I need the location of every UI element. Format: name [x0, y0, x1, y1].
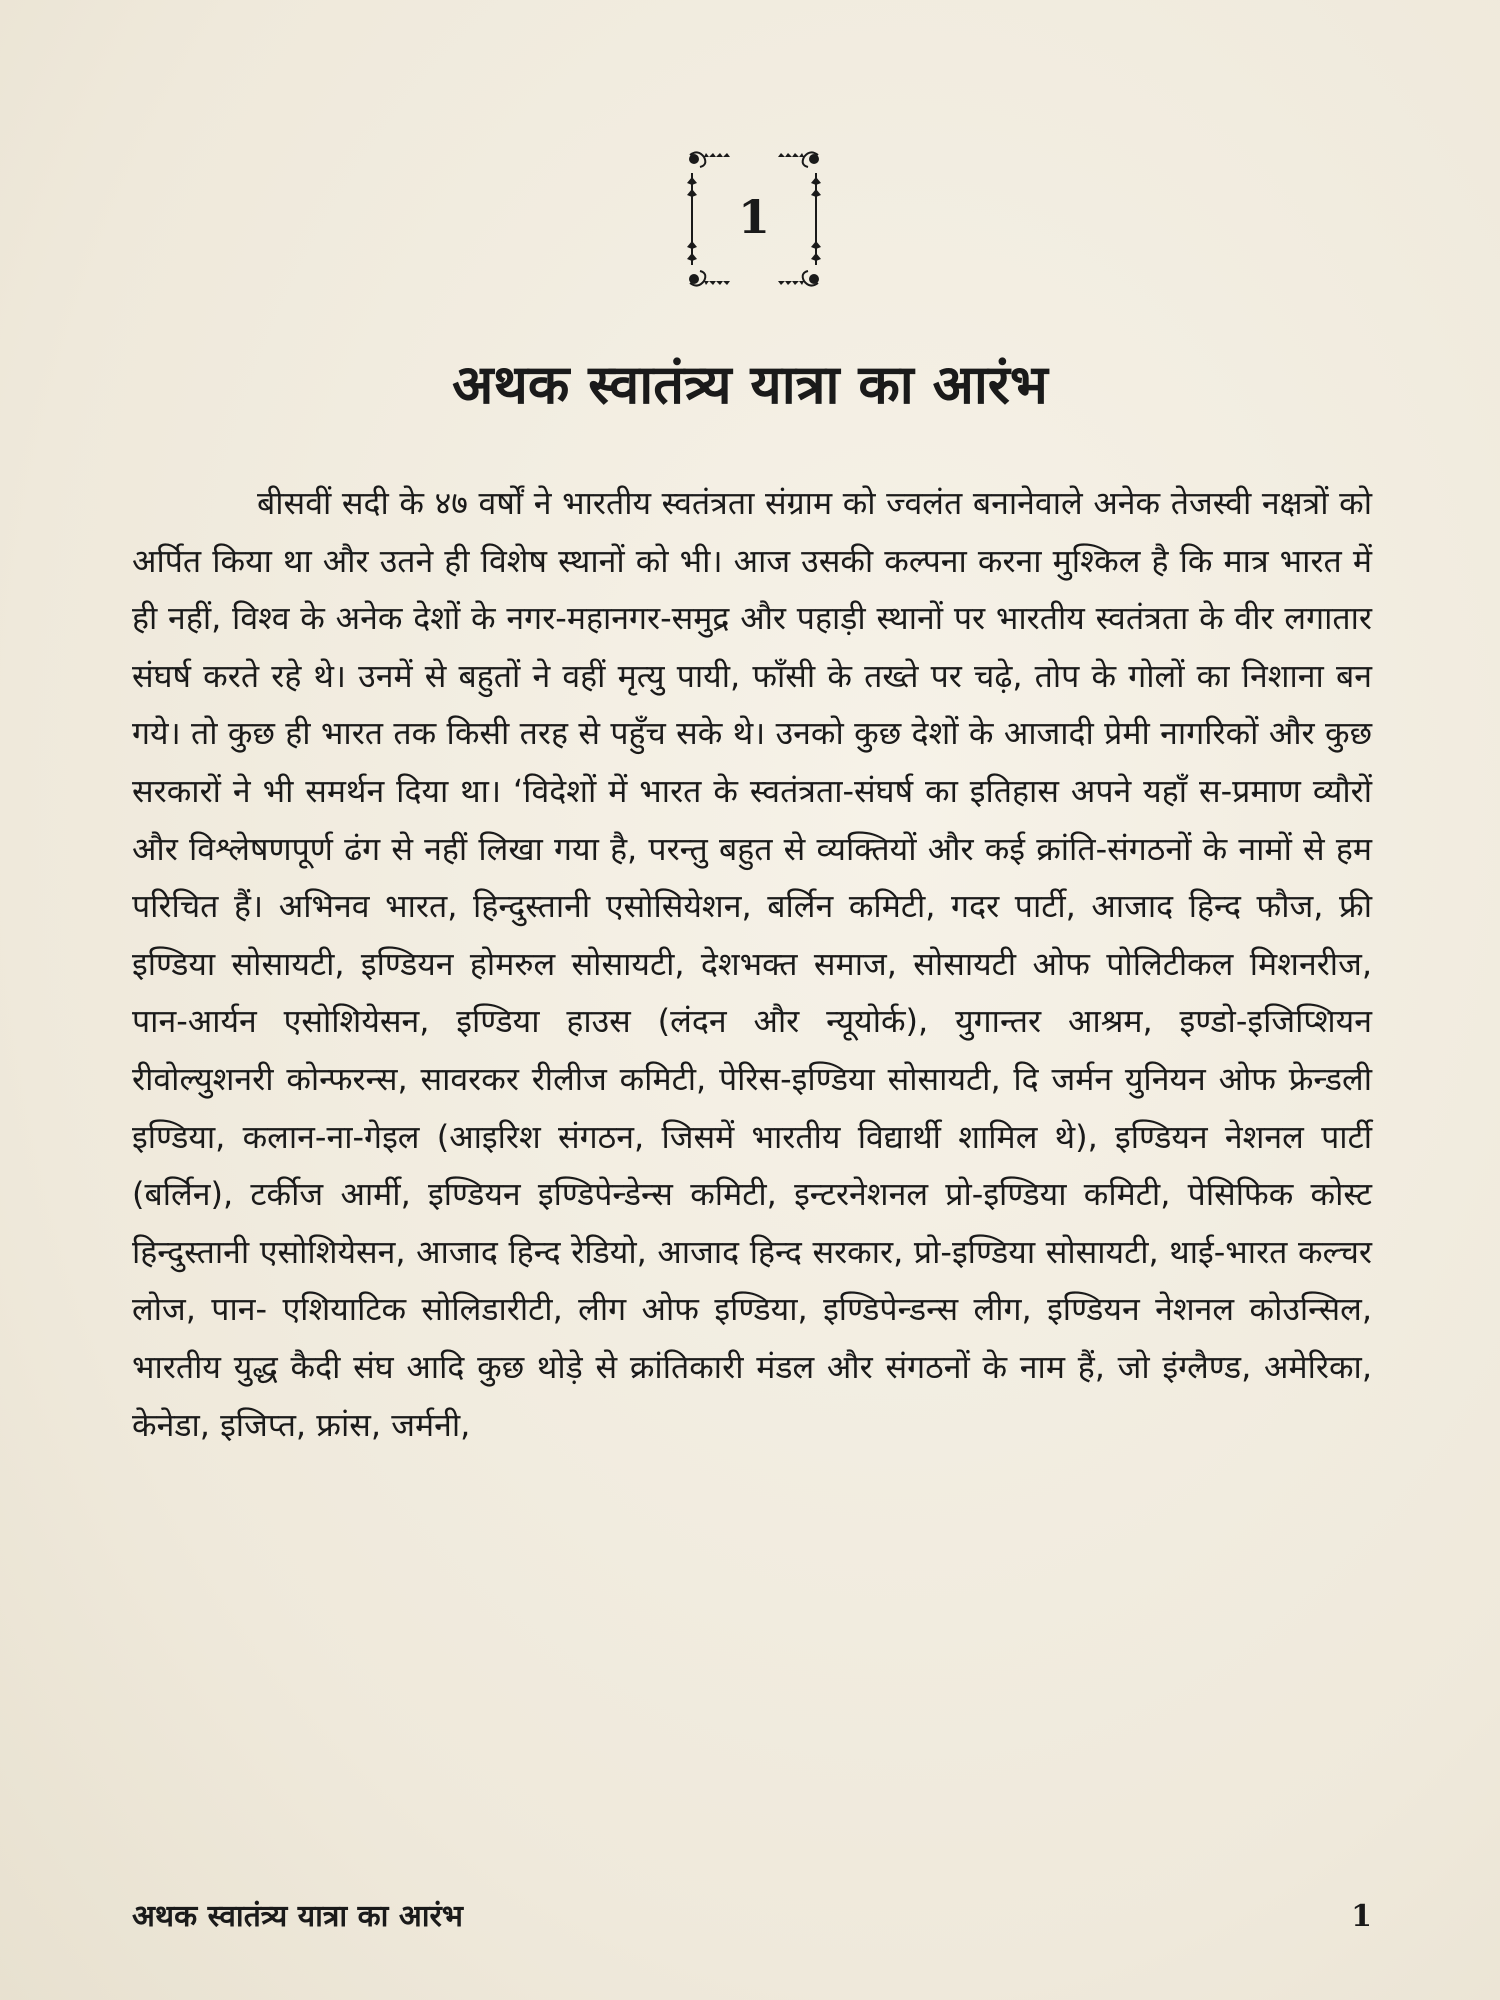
page-number: 1	[1351, 1899, 1372, 1934]
page-footer	[132, 1895, 1372, 1939]
running-title: अथक स्वातंत्र्य यात्रा का आरंभ	[132, 1899, 463, 1934]
chapter-title: अथक स्वातंत्र्य यात्रा का आरंभ	[452, 353, 1048, 416]
chapter-number: 1	[737, 190, 770, 244]
chapter-ornament	[680, 145, 828, 293]
body-paragraph: बीसवीं सदी के ४७ वर्षों ने भारतीय स्वतंत्रता संग्राम को ज्वलंत बनानेवाले अनेक तेजस्वी नक्षत्रों को अर्पित किया था और उतने ही विशेष स्थानों को भी। आज उसकी कल्पना करना मुश्किल है कि मात्र भारत में ही नहीं, विश्व के अनेक देशों के नगर-महानगर-समुद्र और पहाड़ी स्थानों पर भारतीय स्वतंत्रता के वीर लगातार संघर्ष करते रहे थे। उनमें से बहुतों ने वहीं मृत्यु पायी, फाँसी के तख्ते पर चढ़े, तोप के गोलों का निशाना बन गये। तो कुछ ही भारत तक किसी तरह से पहुँच सके थे। उनको कुछ देशों के आजादी प्रेमी नागरिकों और कुछ सरकारों ने भी समर्थन दिया था। ‘विदेशों में भारत के स्वतंत्रता-संघर्ष का इतिहास अपने यहाँ स-प्रमाण व्यौरों और विश्लेषणपूर्ण ढंग से नहीं लिखा गया है, परन्तु बहुत से व्यक्तियों और कई क्रांति-संगठनों के नामों से हम परिचित हैं। अभिनव भारत, हिन्दुस्तानी एसोसियेशन, बर्लिन कमिटी, गदर पार्टी, आजाद हिन्द फौज, फ्री इण्डिया सोसायटी, इण्डियन होमरुल सोसायटी, देशभक्त समाज, सोसायटी ओफ पोलिटीकल मिशनरीज, पान-आर्यन एसोशियेसन, इण्डिया हाउस (लंदन और न्यूयोर्क), युगान्तर आश्रम, इण्डो-इजिप्शियन रीवोल्युशनरी कोन्फरन्स, सावरकर रीलीज कमिटी, पेरिस-इण्डिया सोसायटी, दि जर्मन युनियन ओफ फ्रेन्डली इण्डिया, कलान-ना-गेइल (आइरिश संगठन, जिसमें भारतीय विद्यार्थी शामिल थे), इण्डियन नेशनल पार्टी (बर्लिन), टर्कीज आर्मी, इण्डियन इण्डिपेन्डेन्स कमिटी, इन्टरनेशनल प्रो-इण्डिया कमिटी, पेसिफिक कोस्ट हिन्दुस्तानी एसोशियेसन, आजाद हिन्द रेडियो, आजाद हिन्द सरकार, प्रो-इण्डिया सोसायटी, थाई-भारत कल्चर लोज, पान- एशियाटिक सोलिडारीटी, लीग ओफ इण्डिया, इण्डिपेन्डन्स लीग, इण्डियन नेशनल कोउन्सिल, भारतीय युद्ध कैदी संघ आदि कुछ थोड़े से क्रांतिकारी मंडल और संगठनों के नाम हैं, जो इंग्लैण्ड, अमेरिका, केनेडा, इजिप्त, फ्रांस, जर्मनी,	[132, 484, 1372, 1444]
